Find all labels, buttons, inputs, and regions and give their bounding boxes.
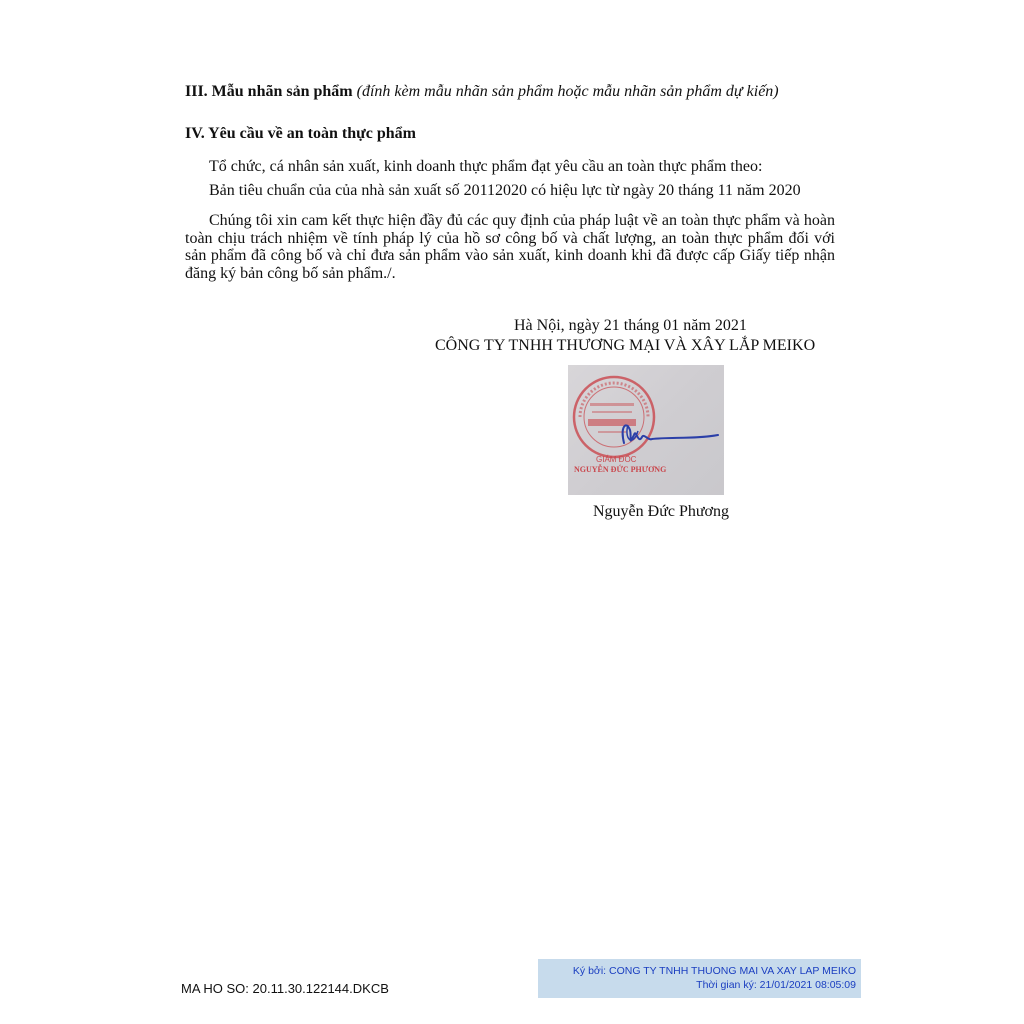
company-seal-icon	[568, 365, 724, 495]
stamp-title: GIÁM ĐỐC	[596, 455, 637, 464]
stamp-name: NGUYỄN ĐỨC PHƯƠNG	[574, 465, 667, 474]
signed-time: Thời gian ký: 21/01/2021 08:05:09	[696, 979, 856, 991]
signed-by: Ký bởi: CONG TY TNHH THUONG MAI VA XAY LAP MEIKO	[572, 965, 856, 977]
commitment-paragraph: Chúng tôi xin cam kết thực hiện đầy đủ các quy định của pháp luật về an toàn thực phẩm và hoàn toàn chịu trách nhiệm về tính pháp lý của hồ sơ công bố và chất lượng, an toàn thực phẩm đối với sản phẩm đã công bố và chỉ đưa sản phẩm vào sản xuất, kinh doanh khi đã được cấp Giấy tiếp nhận đăng ký bản công bố sản phẩm./.	[185, 212, 835, 282]
dossier-code: MA HO SO: 20.11.30.122144.DKCB	[181, 981, 389, 996]
digital-signature-info	[538, 959, 861, 998]
company-name: CÔNG TY TNHH THƯƠNG MẠI VÀ XÂY LẮP MEIKO	[435, 337, 816, 354]
section-3-heading: III. Mẫu nhãn sản phẩm	[185, 83, 353, 100]
signer-name: Nguyễn Đức Phương	[593, 503, 730, 520]
stamp-signature-image	[568, 365, 724, 495]
requirement-line-1: Tổ chức, cá nhân sản xuất, kinh doanh thực phẩm đạt yêu cầu an toàn thực phẩm theo:	[209, 158, 763, 175]
section-3-note: (đính kèm mẫu nhãn sản phẩm hoặc mẫu nhãn sản phẩm dự kiến)	[356, 83, 779, 100]
section-3-heading-line	[185, 83, 779, 101]
requirement-line-2: Bản tiêu chuẩn của của nhà sản xuất số 20112020 có hiệu lực từ ngày 20 tháng 11 năm 2020	[209, 182, 801, 199]
section-4-heading: IV. Yêu cầu về an toàn thực phẩm	[185, 125, 416, 142]
place-date: Hà Nội, ngày 21 tháng 01 năm 2021	[514, 317, 747, 334]
